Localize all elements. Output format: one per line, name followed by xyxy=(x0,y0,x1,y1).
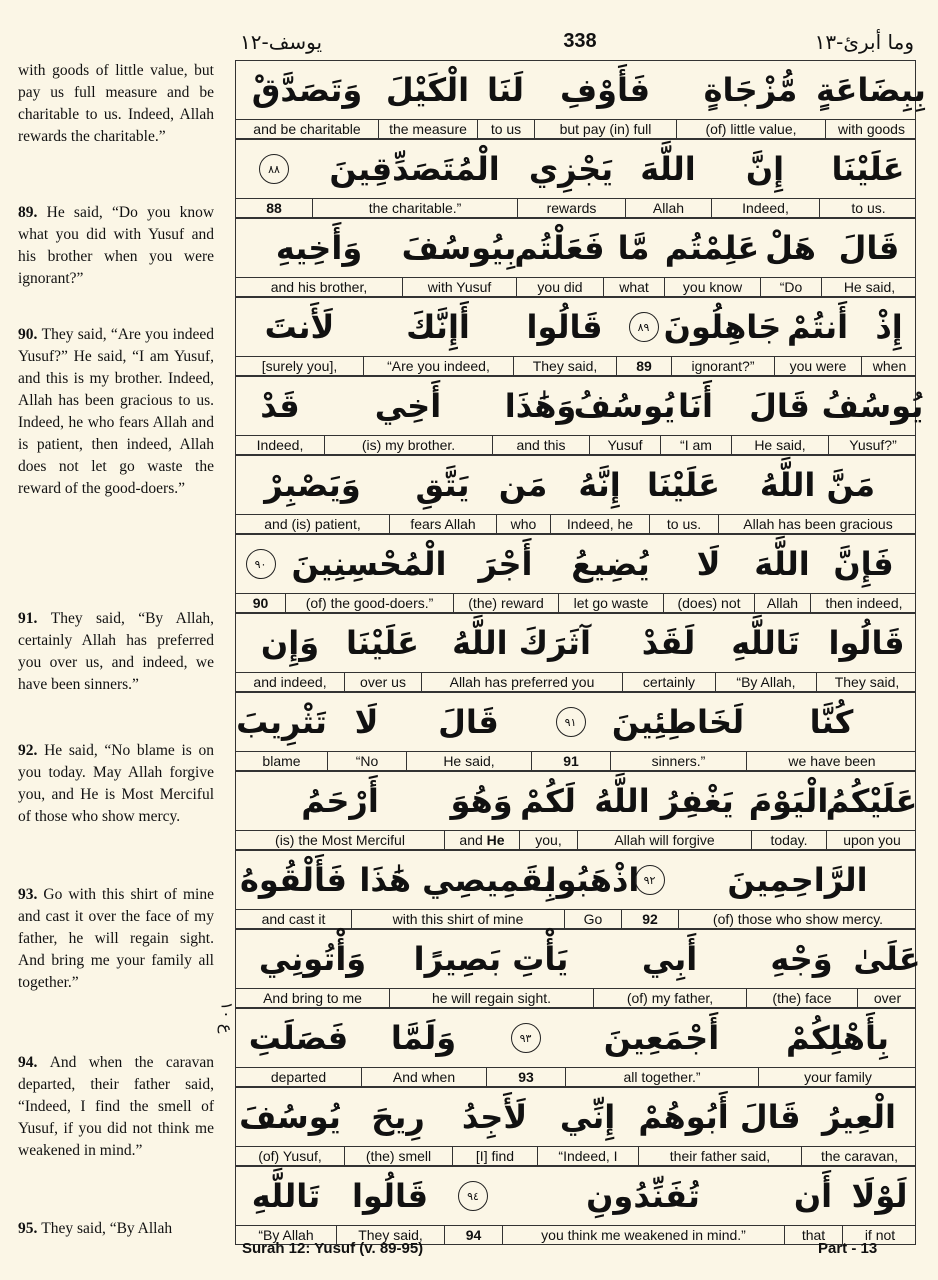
arabic-word: أَرْحَمُ xyxy=(301,782,379,820)
word-meaning: Allah has been gracious xyxy=(718,515,917,533)
arabic-line xyxy=(236,851,915,909)
word-meaning: [I] find xyxy=(452,1147,537,1165)
commentary-paragraph xyxy=(18,324,214,500)
arabic-word: بِقَمِيصِي هَٰذَا xyxy=(359,861,556,899)
arabic-word: عَلَيْنَا xyxy=(345,624,420,662)
word-meaning: if not xyxy=(842,1226,917,1244)
arabic-line xyxy=(236,614,915,672)
verse-end-number: 89 xyxy=(616,357,671,375)
arabic-word: جَاهِلُونَ xyxy=(663,308,782,346)
verse-end-number: 93 xyxy=(486,1068,565,1086)
ayah-end-icon xyxy=(486,1009,565,1067)
word-meaning: “I am xyxy=(660,436,731,454)
commentary-text: He said, “Do you know what you did with Yusuf and his brother when you were ignorant?” xyxy=(18,204,215,287)
english-line xyxy=(236,356,915,376)
footer-surah: Surah 12: Yusuf (v. 89-95) xyxy=(242,1240,424,1257)
grid-row xyxy=(235,1166,916,1245)
arabic-word: وَتَصَدَّقْ xyxy=(251,71,363,109)
arabic-word: تَاللَّهِ xyxy=(731,624,800,662)
arabic-word: اللَّهَ xyxy=(640,150,696,188)
word-meaning: the measure xyxy=(378,120,477,138)
arabic-word: وَيَصْبِرْ xyxy=(264,466,361,504)
english-line xyxy=(236,277,915,297)
word-meaning: and (is) patient, xyxy=(264,516,361,532)
word-by-word-grid xyxy=(235,60,926,1245)
word-meaning: “Do xyxy=(760,278,821,296)
arabic-word: قَالَ xyxy=(749,387,810,425)
arabic-word: الْمُحْسِنِينَ xyxy=(291,545,447,583)
commentary-paragraph xyxy=(18,884,214,994)
word-meaning: They said, xyxy=(816,673,917,691)
ayah-end-icon xyxy=(236,535,285,593)
word-meaning: with this shirt of mine xyxy=(351,910,564,928)
arabic-word: إِنَّهُ xyxy=(578,466,621,504)
word-meaning: They said, xyxy=(513,357,616,375)
verse-end-number: 88 xyxy=(266,200,282,216)
arabic-line xyxy=(236,377,924,435)
arabic-word: فَإِنَّ xyxy=(833,545,894,583)
arabic-word: رِيحَ xyxy=(371,1098,425,1136)
ayah-number: ٨٨ xyxy=(259,154,289,184)
arabic-word: لَكُمْ xyxy=(520,782,576,820)
arabic-word: أَن xyxy=(793,1177,833,1215)
word-meaning: He said, xyxy=(731,436,828,454)
page-number: 338 xyxy=(563,30,597,52)
arabic-word: مَن xyxy=(498,466,548,504)
commentary-paragraph xyxy=(18,60,214,148)
arabic-line xyxy=(236,61,926,119)
word-meaning: over xyxy=(857,989,917,1007)
word-meaning: upon you xyxy=(826,831,917,849)
word-meaning: departed xyxy=(270,1069,327,1085)
word-meaning: (of) little value, xyxy=(676,120,825,138)
grid-row xyxy=(235,771,916,850)
arabic-word: تَاللَّهِ xyxy=(251,1177,321,1215)
grid-row xyxy=(235,692,916,771)
word-meaning: He said, xyxy=(821,278,917,296)
arabic-word: وَجْهِ xyxy=(770,940,833,978)
word-meaning: Allah will forgive xyxy=(577,831,751,849)
english-line xyxy=(236,909,915,929)
arabic-word: لَأَجِدُ xyxy=(461,1098,528,1136)
grid-row xyxy=(235,376,924,455)
arabic-word: وَهُوَ xyxy=(450,782,513,820)
arabic-word: عَلَىٰ xyxy=(853,940,921,978)
arabic-word: تُفَنِّدُونِ xyxy=(586,1177,700,1215)
word-meaning: fears Allah xyxy=(389,515,496,533)
word-meaning: and be charitable xyxy=(253,121,361,137)
word-meaning: and this xyxy=(492,436,589,454)
commentary-text: They said, “By Allah, certainly Allah has preferred you over us, and indeed, we have been sinners.” xyxy=(18,610,214,693)
word-meaning: (of) Yusuf, xyxy=(258,1148,322,1164)
word-meaning: Go xyxy=(564,910,621,928)
verse-number: 89. xyxy=(18,204,47,221)
word-meaning: (is) my brother. xyxy=(324,436,492,454)
arabic-word: أَإِنَّكَ xyxy=(406,308,470,346)
word-meaning: their father said, xyxy=(638,1147,801,1165)
arabic-word: فَأَوْفِ xyxy=(559,71,651,109)
english-line xyxy=(236,1067,915,1087)
arabic-line xyxy=(236,298,915,356)
commentary-paragraph xyxy=(18,608,214,696)
ayah-end-icon xyxy=(444,1167,502,1225)
word-meaning: (does) not xyxy=(663,594,754,612)
word-meaning xyxy=(444,831,519,849)
arabic-word: وَأَخِيهِ xyxy=(275,229,363,267)
word-meaning: (is) the Most Merciful xyxy=(275,832,405,848)
arabic-word: الْمُتَصَدِّقِينَ xyxy=(329,150,500,188)
arabic-word: أَجْرَ xyxy=(478,545,533,583)
grid-row xyxy=(235,929,921,1008)
arabic-word: الرَّاحِمِينَ xyxy=(727,861,868,899)
commentary-paragraph xyxy=(18,202,214,290)
footer-part: Part - 13 xyxy=(818,1240,878,1257)
word-meaning: sinners.” xyxy=(610,752,746,770)
arabic-line xyxy=(236,693,915,751)
word-meaning: (the) smell xyxy=(344,1147,452,1165)
arabic-line xyxy=(236,219,915,277)
commentary-paragraph xyxy=(18,740,214,828)
arabic-word: إِنِّي xyxy=(559,1098,616,1136)
word-meaning: (the) reward xyxy=(453,594,558,612)
arabic-word: فَصَلَتِ xyxy=(248,1019,349,1057)
arabic-word: قَالُوا xyxy=(352,1177,429,1215)
arabic-word: يَأْتِ بَصِيرًا xyxy=(413,940,569,978)
arabic-word: عَلِمْتُم xyxy=(664,229,760,267)
word-meaning: Indeed, xyxy=(711,199,819,217)
arabic-word: لَنَا xyxy=(486,71,525,109)
verse-end-number: 91 xyxy=(531,752,610,770)
grid-row xyxy=(235,1008,916,1087)
verse-number: 90. xyxy=(18,326,42,343)
arabic-word: اذْهَبُوا xyxy=(545,861,640,899)
word-meaning: Indeed, he xyxy=(550,515,649,533)
word-meaning: you did xyxy=(516,278,603,296)
verse-end-number: 92 xyxy=(621,910,678,928)
ayah-number: ٩١ xyxy=(556,707,586,737)
arabic-line xyxy=(236,1088,915,1146)
arabic-word: عَلَيْنَا xyxy=(831,150,905,188)
ayah-end-icon xyxy=(621,851,678,909)
arabic-word: يَتَّقِ xyxy=(415,466,470,504)
word-meaning: to us xyxy=(477,120,534,138)
arabic-word: لَأَنتَ xyxy=(264,308,335,346)
commentary-paragraph xyxy=(18,1052,214,1162)
word-meaning: you were xyxy=(774,357,861,375)
arabic-line xyxy=(236,1167,915,1225)
word-meaning: Yusuf xyxy=(589,436,660,454)
english-line xyxy=(236,1146,915,1166)
word-meaning: Yusuf?” xyxy=(828,436,917,454)
arabic-line xyxy=(236,140,915,198)
english-line xyxy=(236,435,915,455)
arabic-word: يَغْفِرُ اللَّهُ xyxy=(594,782,734,820)
arabic-word: بِيُوسُفَ xyxy=(401,229,517,267)
verse-number: 93. xyxy=(18,886,44,903)
word-meaning: and cast it xyxy=(261,911,326,927)
arabic-word: أَنَا xyxy=(678,387,713,425)
arabic-word: لَا xyxy=(354,703,379,741)
arabic-word: وَإِن xyxy=(260,624,320,662)
word-meaning: to us. xyxy=(649,515,718,533)
grid-row xyxy=(235,218,916,297)
arabic-word: لَخَاطِئِينَ xyxy=(611,703,745,741)
verse-end-number: 90 xyxy=(252,595,269,611)
arabic-word: لَقَدْ xyxy=(641,624,696,662)
arabic-word: أَنتُمْ xyxy=(786,308,849,346)
word-meaning: today. xyxy=(751,831,826,849)
surah-header-arabic: يوسف-١٢ xyxy=(240,30,323,54)
arabic-word: أَجْمَعِينَ xyxy=(603,1019,720,1057)
english-line xyxy=(236,514,915,534)
arabic-line xyxy=(236,535,915,593)
word-meaning: you think me weakened in mind.” xyxy=(502,1226,784,1244)
ayah-number: ٩٢ xyxy=(635,865,665,895)
word-meaning: “Indeed, I xyxy=(537,1147,638,1165)
arabic-word: أَبِي xyxy=(641,940,698,978)
word-meaning: “Are you indeed, xyxy=(363,357,513,375)
word-meaning: (the) face xyxy=(746,989,857,1007)
arabic-word: إِذْ xyxy=(875,308,903,346)
arabic-word: إِنَّ xyxy=(745,150,785,188)
grid-row xyxy=(235,455,916,534)
word-meaning: And bring to me xyxy=(263,990,362,1006)
arabic-word: آثَرَكَ اللَّهُ xyxy=(452,624,591,662)
arabic-word: الْيَوْمَ xyxy=(748,782,829,820)
arabic-word: الْكَيْلَ xyxy=(385,71,470,109)
arabic-word: قَالَ أَبُوهُمْ xyxy=(638,1098,801,1136)
word-meaning: let go waste xyxy=(558,594,663,612)
arabic-word: قَالُوا xyxy=(828,624,905,662)
word-meaning: he will regain sight. xyxy=(389,989,593,1007)
word-meaning: “No xyxy=(327,752,406,770)
word-meaning: and his brother, xyxy=(270,279,368,295)
arabic-word: يُضِيعُ xyxy=(571,545,650,583)
word-meaning: all together.” xyxy=(565,1068,758,1086)
ruku-mark: ع ١٠ xyxy=(217,1001,237,1034)
arabic-line xyxy=(236,930,921,988)
word-meaning: (of) those who show mercy. xyxy=(678,910,917,928)
grid-row xyxy=(235,613,916,692)
arabic-word: يُوسُفُ xyxy=(573,387,676,425)
word-meaning: And when xyxy=(361,1068,486,1086)
arabic-word: الْعِيرُ xyxy=(822,1098,897,1136)
ayah-number: ٩٠ xyxy=(246,549,276,579)
word-meaning: with Yusuf xyxy=(402,278,516,296)
word-meaning: Allah has preferred you xyxy=(421,673,622,691)
word-meaning: over us xyxy=(344,673,421,691)
arabic-word: يَجْزِي xyxy=(528,150,614,188)
arabic-word: بِأَهْلِكُمْ xyxy=(786,1019,889,1057)
arabic-word: لَوْلَا xyxy=(851,1177,908,1215)
ayah-number: ٨٩ xyxy=(629,312,659,342)
english-line xyxy=(236,198,915,218)
arabic-line xyxy=(236,772,918,830)
ayah-number: ٩٣ xyxy=(511,1023,541,1053)
arabic-word: مَنَّ اللَّهُ xyxy=(759,466,876,504)
commentary-paragraph xyxy=(18,1218,214,1240)
commentary-text: And when the caravan departed, their father said, “Indeed, I find the smell of Yusuf, if you did not think me weakened in mind.” xyxy=(18,1054,214,1159)
english-line xyxy=(236,751,915,771)
word-meaning: (of) my father, xyxy=(593,989,746,1007)
word-meaning: rewards xyxy=(517,199,625,217)
word-meaning: but pay (in) full xyxy=(534,120,676,138)
word-meaning: to us. xyxy=(819,199,917,217)
commentary-text: They said, “Are you indeed Yusuf?” He said, “I am Yusuf, and this is my brother. Indeed, Allah has been gracious to us. Indeed, he who fears Allah and is patient, then indeed, Allah does not let go waste the reward of the good-doers.” xyxy=(18,326,214,497)
arabic-word: قَالَ xyxy=(438,703,499,741)
arabic-word: لَا xyxy=(696,545,721,583)
arabic-word: فَعَلْتُم xyxy=(514,229,605,267)
arabic-word: وَأْتُونِي xyxy=(258,940,367,978)
word-meaning-text: and xyxy=(459,832,487,848)
arabic-word: وَلَمَّا xyxy=(390,1019,457,1057)
juz-header-arabic: وما أبرئ-١٣ xyxy=(814,30,914,54)
verse-number: 91. xyxy=(18,610,51,627)
arabic-word: مُّزْجَاةٍ xyxy=(703,71,798,109)
word-meaning: the charitable.” xyxy=(312,199,517,217)
word-meaning: ignorant?” xyxy=(671,357,774,375)
english-line xyxy=(236,830,915,850)
arabic-word: وَهَٰذَا xyxy=(504,387,577,425)
word-meaning: “By Allah, xyxy=(715,673,816,691)
ayah-number: ٩٤ xyxy=(458,1181,488,1211)
arabic-word: يُوسُفَ xyxy=(239,1098,341,1136)
arabic-word: قَالَ xyxy=(838,229,900,267)
arabic-word: فَأَلْقُوهُ xyxy=(240,861,347,899)
arabic-word: قَالُوا xyxy=(526,308,603,346)
commentary-text: He said, “No blame is on you today. May Allah forgive you, and He is Most Merciful of those who show mercy. xyxy=(18,742,215,825)
word-meaning: who xyxy=(496,515,550,533)
ayah-end-icon xyxy=(531,693,610,751)
verse-end-number: 94 xyxy=(444,1226,502,1244)
grid-row xyxy=(235,139,916,218)
word-meaning: and indeed, xyxy=(253,674,327,690)
word-meaning: certainly xyxy=(622,673,715,691)
word-meaning: you know xyxy=(664,278,760,296)
arabic-word: قَدْ xyxy=(260,387,300,425)
arabic-word: أَخِي xyxy=(374,387,442,425)
english-line xyxy=(236,593,915,613)
arabic-word: مَّا xyxy=(617,229,650,267)
arabic-word: بِبِضَاعَةٍ xyxy=(816,71,926,109)
word-meaning: Indeed, xyxy=(256,437,304,453)
arabic-word: تَثْرِيبَ xyxy=(236,703,327,741)
arabic-word: عَلَيْنَا xyxy=(646,466,721,504)
arabic-line xyxy=(236,1009,915,1067)
word-meaning: when xyxy=(861,357,917,375)
commentary-text: with goods of little value, but pay us full measure and be charitable to us. Indeed, Allah rewards the charitable.” xyxy=(18,62,214,145)
english-line xyxy=(236,672,915,692)
word-meaning: you, xyxy=(519,831,577,849)
word-meaning: then indeed, xyxy=(810,594,917,612)
grid-row xyxy=(235,297,916,376)
word-meaning: Allah xyxy=(625,199,711,217)
word-meaning: your family xyxy=(758,1068,917,1086)
verse-number: 94. xyxy=(18,1054,50,1071)
grid-row xyxy=(235,850,916,929)
word-meaning: (of) the good-doers.” xyxy=(285,594,453,612)
arabic-line xyxy=(236,456,915,514)
ayah-end-icon xyxy=(236,140,312,198)
word-meaning: what xyxy=(603,278,664,296)
word-meaning-emphasis: He xyxy=(486,832,505,848)
commentary-text: Go with this shirt of mine and cast it over the face of my father, he will regain sight. And bring me your family all together.” xyxy=(18,886,214,991)
arabic-word: كُنَّا xyxy=(809,703,854,741)
grid-row xyxy=(235,60,926,139)
word-meaning: “By Allah xyxy=(258,1227,314,1243)
arabic-word: هَلْ xyxy=(765,229,816,267)
arabic-word: يُوسُفُ xyxy=(821,387,924,425)
word-meaning: Allah xyxy=(754,594,810,612)
word-meaning: He said, xyxy=(406,752,531,770)
arabic-word: اللَّهَ xyxy=(754,545,810,583)
word-meaning: with goods xyxy=(825,120,917,138)
word-meaning: They said, xyxy=(336,1226,444,1244)
verse-number: 95. xyxy=(18,1220,42,1237)
word-meaning: [surely you], xyxy=(261,358,338,374)
arabic-word: عَلَيْكُمُ xyxy=(825,782,918,820)
verse-number: 92. xyxy=(18,742,45,759)
grid-row xyxy=(235,1087,916,1166)
english-line xyxy=(236,988,915,1008)
word-meaning: the caravan, xyxy=(801,1147,917,1165)
grid-row xyxy=(235,534,916,613)
word-meaning: we have been xyxy=(746,752,917,770)
commentary-text: They said, “By Allah xyxy=(41,1220,173,1237)
word-meaning: blame xyxy=(262,753,301,769)
word-meaning: that xyxy=(784,1226,842,1244)
english-line xyxy=(236,119,915,139)
